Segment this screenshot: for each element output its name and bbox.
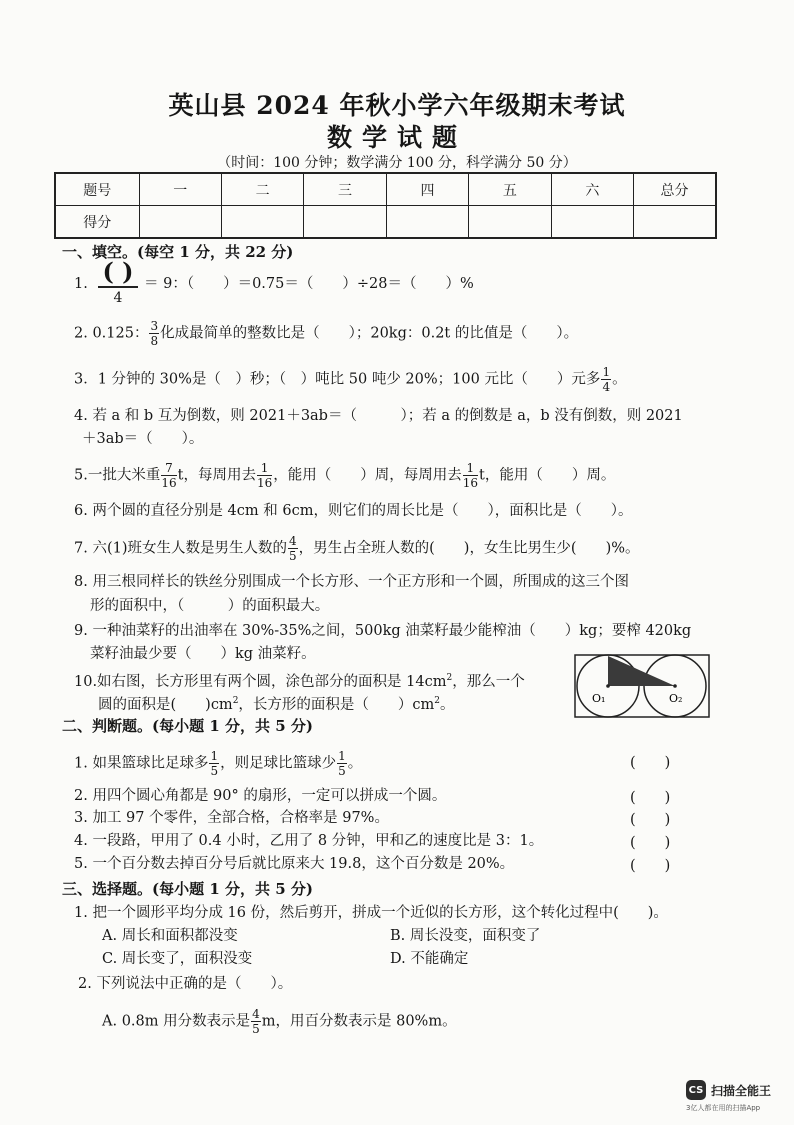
q1-number: 1. (74, 276, 88, 292)
s2-q1-f2-den: 5 (338, 764, 346, 778)
q5-fraction-2 (257, 462, 272, 489)
section3-title: 三、选择题。(每小题 1 分，共 5 分) (62, 880, 313, 898)
q6-text: 6. 两个圆的直径分别是 4cm 和 6cm，则它们的周长比是（ ），面积比是（ ）。 (74, 503, 633, 519)
score-header-cell: 五 (469, 173, 551, 206)
q10-sup: 2 (446, 673, 453, 683)
s2-q4-text: 4. 一段路，甲用了 0.4 小时，乙用了 8 分钟，甲和乙的速度比是 3：1。 (74, 833, 544, 849)
section2-title: 二、判断题。(每小题 1 分，共 5 分) (62, 717, 313, 735)
q5-f2-den: 16 (256, 476, 273, 490)
q1-fraction-denominator: 4 (113, 290, 123, 306)
score-table-score-row (55, 206, 716, 239)
q3-text (74, 366, 627, 393)
exam-subject: 数学试题 (326, 123, 467, 152)
rectangle-circles-figure (574, 654, 710, 718)
score-header-cell: 总分 (634, 173, 716, 206)
q4-line2: ＋3ab＝（ ）。 (82, 431, 204, 447)
score-header-cell: 二 (221, 173, 303, 206)
q3-frac-den: 4 (602, 380, 611, 394)
figure-shaded-triangle (608, 656, 675, 686)
s3-q2-a-fraction (251, 1008, 261, 1035)
score-header-cell: 题号 (55, 173, 139, 206)
exam-title: 英山县 2024 年秋小学六年级期末考试 (168, 91, 626, 120)
score-table (54, 172, 717, 239)
figure-center-o2 (673, 684, 677, 688)
s2-q2-text: 2. 用四个圆心角都是 90° 的扇形，一定可以拼成一个圆。 (74, 788, 447, 804)
q5-f1-num: 7 (161, 462, 176, 476)
s3-q1-option-a[interactable]: A. 周长和面积都没变 (102, 928, 238, 944)
s2-q2-answer-paren[interactable]: ( ) (630, 790, 671, 806)
q1-text: ＝ 9：（ ）＝0.75＝（ ）÷28＝（ ）% (144, 276, 474, 292)
score-table-header-row (55, 173, 716, 206)
q5-part4: t，能用（ ）周。 (479, 467, 616, 484)
figure-label-o1: O₁ (592, 692, 606, 705)
q8-line1: 8. 用三根同样长的铁丝分别围成一个长方形、一个正方形和一个圆，所围成的这三个图 (74, 574, 629, 590)
score-header-cell: 六 (551, 173, 633, 206)
q8-line2: 形的面积中，（ ）的面积最大。 (90, 598, 330, 614)
q5-f3-den: 16 (462, 476, 479, 490)
s2-q1-part2: ，则足球比篮球少 (220, 755, 337, 772)
s3-q1-text: 1. 把一个圆形平均分成 16 份，然后剪开，拼成一个近似的长方形，这个转化过程中( )。 (74, 905, 668, 921)
score-row-label: 得分 (55, 206, 139, 239)
camscanner-logo-icon: CS (686, 1080, 706, 1100)
s3-q2-a-post: m，用百分数表示是 80%m。 (261, 1013, 457, 1030)
s2-q1-f1-num: 1 (210, 749, 219, 763)
q2-frac-num: 3 (150, 319, 159, 333)
s3-q1-option-b[interactable]: B. 周长没变，面积变了 (390, 928, 541, 944)
s2-q1-f2-num: 1 (338, 749, 346, 763)
q2-fraction (149, 320, 159, 347)
s3-q2-a-pre: A. 0.8m 用分数表示是 (102, 1013, 251, 1030)
q1-fraction (98, 258, 138, 306)
q10-sup: 2 (434, 696, 441, 706)
q10-line1 (74, 667, 525, 693)
q10-line2 (98, 690, 455, 716)
q5-f1-den: 16 (161, 476, 177, 490)
s2-q5-text: 5. 一个百分数去掉百分号后就比原来大 19.8，这个百分数是 20%。 (74, 856, 515, 872)
s3-q1-option-c[interactable]: C. 周长变了，面积没变 (102, 951, 253, 967)
q3-frac-num: 1 (602, 365, 611, 379)
score-cell[interactable] (221, 206, 303, 239)
scanner-tagline: 3亿人都在用的扫描App (686, 1104, 761, 1112)
q10-line2-c: 。 (440, 696, 455, 713)
score-cell[interactable] (469, 206, 551, 239)
q2-post: 化成最简单的整数比是（ ）；20kg：0.2t 的比值是（ ）。 (160, 325, 579, 342)
figure-center-o1 (606, 684, 610, 688)
q10-line2-b: ，长方形的面积是（ ）cm (238, 696, 435, 713)
s3-q2-a-frac-num: 4 (252, 1007, 260, 1021)
s2-q1-part1: 1. 如果篮球比足球多 (74, 755, 209, 772)
score-header-cell: 一 (139, 173, 221, 206)
q3-fraction (601, 366, 611, 393)
q5-text (74, 462, 615, 489)
s2-q1-answer-paren[interactable]: ( ) (630, 755, 671, 771)
q5-f2-num: 1 (257, 462, 272, 476)
s2-q4-answer-paren[interactable]: ( ) (630, 835, 671, 851)
q7-pre: 7. 六(1)班女生人数是男生人数的 (74, 540, 287, 557)
s2-q1-text (74, 750, 362, 777)
q7-post: ，男生占全班人数的( )，女生比男生少( )%。 (298, 540, 640, 557)
q7-text (74, 535, 640, 562)
score-header-cell: 四 (386, 173, 468, 206)
figure-label-o2: O₂ (669, 692, 683, 705)
q5-part3: ，能用（ ）周，每周用去 (273, 467, 462, 484)
q9-line1: 9. 一种油菜籽的出油率在 30%-35%之间，500kg 油菜籽最少能榨油（ ）kg；要榨 420kg (74, 623, 692, 639)
s2-q1-fraction-1 (209, 750, 219, 777)
s3-q2-option-a[interactable] (102, 1008, 457, 1035)
scanner-watermark (686, 1080, 771, 1100)
s2-q1-fraction-2 (337, 750, 347, 777)
q7-frac-num: 4 (288, 534, 297, 548)
score-cell[interactable] (139, 206, 221, 239)
score-cell[interactable] (386, 206, 468, 239)
s2-q1-f1-den: 5 (210, 764, 219, 778)
q5-part2: t，每周用去 (177, 467, 256, 484)
q3-post: 。 (612, 371, 627, 388)
s3-q2-text: 2. 下列说法中正确的是（ ）。 (78, 976, 293, 992)
q5-f3-num: 1 (463, 462, 478, 476)
score-header-cell: 三 (304, 173, 386, 206)
q1-fraction-numerator: ( ) (98, 258, 138, 288)
q10-line1-pre: 10.如右图，长方形里有两个圆，涂色部分的面积是 14cm (74, 673, 447, 690)
q5-fraction-3 (463, 462, 478, 489)
q2-text (74, 320, 578, 347)
q10-line1-post: ，那么一个 (452, 673, 525, 690)
q9-line2: 菜籽油最少要（ ）kg 油菜籽。 (90, 646, 316, 662)
q2-frac-den: 8 (150, 334, 159, 348)
exam-info: （时间：100 分钟；数学满分 100 分，科学满分 50 分） (217, 155, 577, 171)
s3-q2-a-frac-den: 5 (252, 1022, 260, 1036)
q5-fraction-1 (161, 462, 176, 489)
q7-fraction (288, 535, 298, 562)
q10-sup: 2 (232, 696, 239, 706)
scanner-app-name: 扫描全能王 (711, 1083, 772, 1098)
score-cell[interactable] (551, 206, 633, 239)
q10-line2-a: 圆的面积是( )cm (98, 696, 233, 713)
s2-q3-answer-paren[interactable]: ( ) (630, 812, 671, 828)
s2-q5-answer-paren[interactable]: ( ) (630, 858, 671, 874)
q2-pre: 2. 0.125： (74, 325, 149, 342)
s3-q1-option-d[interactable]: D. 不能确定 (390, 951, 469, 967)
q3-pre: 3．1 分钟的 30%是（ ）秒；（ ）吨比 50 吨少 20%；100 元比（ ）元多 (74, 371, 601, 388)
score-cell[interactable] (304, 206, 386, 239)
q4-line1: 4. 若 a 和 b 互为倒数，则 2021＋3ab＝（ ）；若 a 的倒数是 a，b 没有倒数，则 2021 (74, 408, 683, 424)
score-cell[interactable] (634, 206, 716, 239)
q5-part1: 5.一批大米重 (74, 467, 161, 484)
s2-q3-text: 3. 加工 97 个零件，全部合格，合格率是 97%。 (74, 810, 389, 826)
s2-q1-part3: 。 (347, 755, 363, 772)
section1-title: 一、填空。(每空 1 分，共 22 分) (62, 243, 294, 261)
q7-frac-den: 5 (288, 549, 297, 563)
